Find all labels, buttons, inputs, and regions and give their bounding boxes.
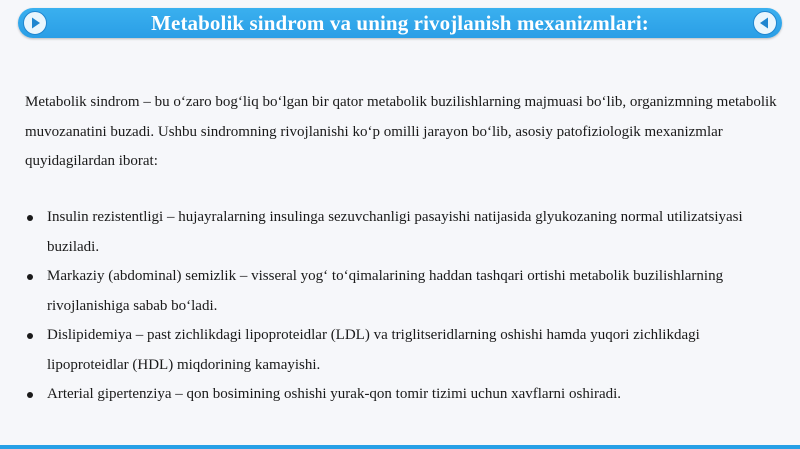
list-item-text: Dislipidemiya – past zichlikdagi lipoproteidlar (LDL) va triglitseridlarning oshishi hamda yuqori zichlikdagi lipoproteidlar (HDL) miqdorining kamayishi. bbox=[47, 327, 700, 373]
list-item bbox=[25, 203, 780, 262]
list-item bbox=[25, 321, 780, 380]
bullet-icon bbox=[27, 215, 33, 221]
list-item bbox=[25, 380, 780, 410]
slide-title: Metabolik sindrom va uning rivojlanish mexanizmlari: bbox=[151, 11, 649, 35]
play-right-icon bbox=[24, 12, 46, 34]
list-item-text: Markaziy (abdominal) semizlik – visseral yog‘ to‘qimalarining haddan tashqari ortishi metabolik buzilishlarning rivojlanishiga sabab bo‘ladi. bbox=[47, 268, 724, 314]
list-item bbox=[25, 262, 780, 321]
list-item-text: Insulin rezistentligi – hujayralarning insulinga sezuvchanligi pasayishi natijasida glyukozaning normal utilizatsiyasi buziladi. bbox=[47, 209, 743, 255]
next-slide-button[interactable] bbox=[23, 11, 47, 35]
previous-slide-button[interactable] bbox=[753, 11, 777, 35]
play-left-icon bbox=[754, 12, 776, 34]
list-item-text: Arterial gipertenziya – qon bosimining oshishi yurak-qon tomir tizimi uchun xavflarni oshiradi. bbox=[47, 386, 622, 402]
bottom-accent-line bbox=[0, 445, 800, 449]
intro-paragraph: Metabolik sindrom – bu o‘zaro bog‘liq bo‘lgan bir qator metabolik buzilishlarning majmuasi bo‘lib, organizmning metabolik muvozanatini buzadi. Ushbu sindromning rivojlanishi ko‘p omilli jarayon bo‘lib, asosiy patofiziologik mexanizmlar quyidagilardan iborat: bbox=[25, 94, 777, 169]
bullet-icon bbox=[27, 333, 33, 339]
bullet-icon bbox=[27, 392, 33, 398]
bullet-icon bbox=[27, 274, 33, 280]
mechanism-list bbox=[25, 203, 780, 410]
title-bar bbox=[18, 8, 782, 38]
